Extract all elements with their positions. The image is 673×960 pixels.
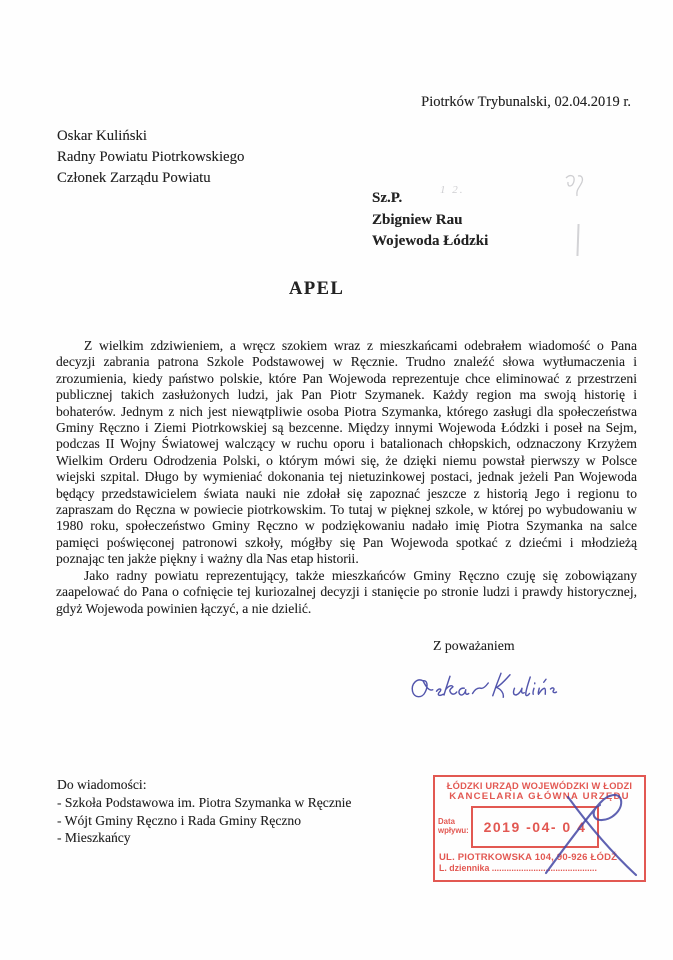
letter-heading: APEL	[289, 279, 345, 299]
stamp-journal-label: L. dziennika	[439, 863, 492, 873]
body-paragraph-1: Z wielkim zdziwieniem, a wręcz szokiem wraz z mieszkańcami odebrałem wiadomość o Pana decyzji zabrania patrona Szkole Podstawowej w Ręcznie. Trudno znaleźć słowa wytłumaczenia i zrozumienia, kiedy państwo polskie, które Pan Wojewoda reprezentuje chce eliminować z przestrzeni publicznej takich zasłużonych ludzi, jak Pan Piotr Szymanek. Każdy region ma swoją historię i bohaterów. Jednym z nich jest niewątpliwie osoba Piotra Szymanka, którego zasługi dla społeczeństwa Gminy Ręczno i Ziemi Piotrkowskiej są bezcenne. Między innymi Wojewoda Łódzki i poseł na Sejm, podczas II Wojny Światowej walczący w ruchu oporu i batalionach chłopskich, odznaczony Krzyżem Wielkim Orderu Odrodzenia Polski, o którym mówi się, że dzięki niemu powstał pierwszy w Polsce wiejski szpital. Długo by wymieniać dokonania tej nietuzinkowej postaci, jednak jeżeli Pan Wojewoda będący przedstawicielem świata nauki nie zdołał się zapoznać jeszcze z historią Jego i regionu to zapraszam do Ręczna w powiecie piotrkowskim. To tutaj w pięknej szkole, w której po wybudowaniu w 1980 roku, społeczeństwo Gminy Ręczno w podziękowaniu nadało imię Piotra Szymanka na salce pamięci poświęconej patronowi szkoły, mógłby się Pan Wojewoda spotkać z dziećmi i młodzieżą poznając ten jakże piękny i ważny dla Nas etap historii.	[56, 338, 637, 567]
letter-body	[56, 338, 637, 617]
cc-item-residents: - Mieszkańcy	[57, 830, 131, 846]
scan-artifact-pencil-note: 1 2.	[440, 184, 465, 196]
handwritten-paraph	[540, 789, 648, 877]
cc-label: Do wiadomości:	[57, 777, 147, 792]
body-paragraph-2: Jako radny powiatu reprezentujący, także mieszkańców Gminy Ręczno czuję się zobowiązany zaapelować do Pana o cofnięcie tej kuriozalnej decyzji i stanięcie po stronie ludzi i prawdy historycznej, gdyż Wojewoda powinien łączyć, a nie dzielić.	[56, 567, 637, 616]
stamp-address: UL. PIOTRKOWSKA 104, 90-926 ŁÓDŹ	[439, 852, 618, 863]
stamp-office-unit: KANCELARIA GŁÓWNA URZĘDU	[449, 791, 630, 802]
stamp-journal-dots: ...........................................	[491, 863, 597, 873]
handwritten-signature	[408, 660, 558, 712]
sender-title-2: Członek Zarządu Powiatu	[57, 170, 211, 186]
closing-phrase: Z poważaniem	[433, 638, 515, 653]
sender-block	[57, 126, 244, 189]
recipient-name: Zbigniew Rau	[372, 211, 463, 228]
scan-artifact-smudge	[562, 172, 588, 202]
recipient-block	[372, 188, 488, 253]
sender-name: Oskar Kuliński	[57, 128, 148, 144]
cc-item-wojt: - Wójt Gminy Ręczno i Rada Gminy Ręczno	[57, 812, 302, 828]
stamp-office-name: ŁÓDZKI URZĄD WOJEWÓDZKI W ŁODZI	[446, 781, 633, 791]
stamp-date-label: Data wpływu:	[438, 817, 469, 835]
stamp-date-value: 2019 -04- 0 4	[471, 806, 599, 848]
cc-block	[57, 776, 351, 847]
recipient-title: Wojewoda Łódzki	[372, 233, 489, 249]
cc-item-school: - Szkoła Podstawowa im. Piotra Szymanka w Ręcznie	[57, 794, 352, 810]
scan-artifact-line	[576, 224, 579, 256]
dateline: Piotrków Trybunalski, 02.04.2019 r.	[421, 94, 631, 110]
sender-title-1: Radny Powiatu Piotrkowskiego	[57, 149, 245, 165]
recipient-salutation: Sz.P.	[372, 190, 403, 206]
